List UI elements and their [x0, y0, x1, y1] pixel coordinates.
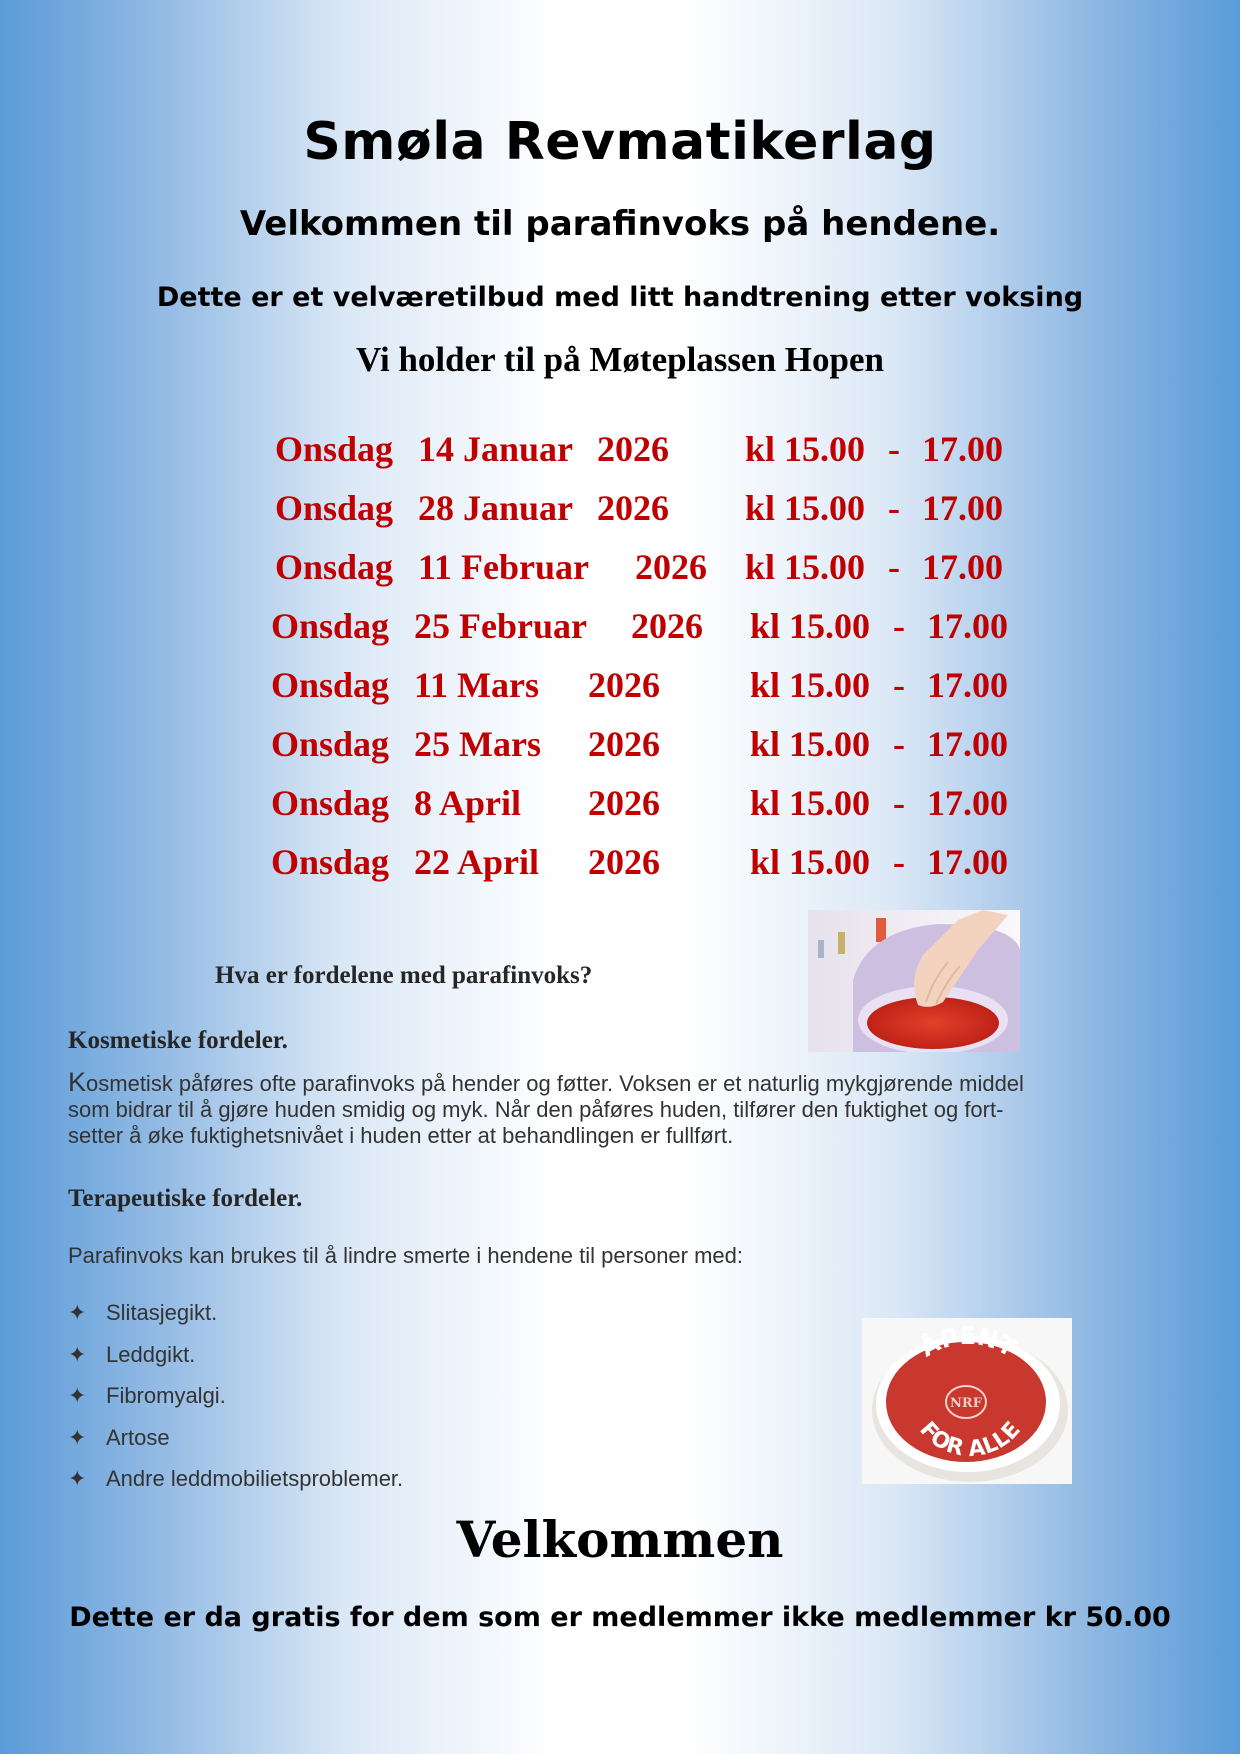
list-item: [68, 1342, 403, 1384]
cosmetic-benefits-text: [68, 1069, 1173, 1149]
schedule-year: 2026: [631, 606, 703, 646]
schedule-day: Onsdag: [271, 842, 390, 882]
schedule-time-from: kl 15.00: [750, 783, 871, 823]
schedule-date: 22 April: [414, 842, 540, 882]
schedule-time-to: 17.00: [927, 724, 1008, 764]
schedule-time-from: kl 15.00: [750, 724, 871, 764]
four-point-star-icon: ✦: [68, 1341, 87, 1367]
list-item-label: Slitasjegikt.: [106, 1300, 218, 1325]
schedule-year: 2026: [635, 547, 707, 587]
schedule-time-from: kl 15.00: [745, 488, 866, 528]
schedule-day: Onsdag: [271, 783, 390, 823]
tagline: Dette er et velværetilbud med litt handtrening etter voksing: [156, 282, 1084, 313]
schedule-time-from: kl 15.00: [750, 842, 871, 882]
schedule-separator: -: [893, 724, 905, 764]
schedule-time-from: kl 15.00: [745, 429, 866, 469]
dropcap-letter: K: [68, 1067, 87, 1097]
paraffin-wax-photo: [808, 910, 1020, 1052]
four-point-star-icon: ✦: [68, 1300, 87, 1325]
list-item: [68, 1425, 403, 1467]
therapeutic-intro-text: Parafinvoks kan brukes til å lindre smerte i hendene til personer med:: [68, 1243, 744, 1268]
four-point-star-icon: ✦: [68, 1383, 87, 1408]
badge-text-top: ÅPENT: [915, 1321, 1021, 1363]
four-point-star-icon: ✦: [68, 1466, 87, 1491]
schedule-row: [0, 841, 1240, 893]
schedule-time-from: kl 15.00: [750, 665, 871, 705]
schedule-separator: -: [888, 547, 900, 587]
schedule-time-to: 17.00: [922, 429, 1003, 469]
open-for-all-badge: [862, 1318, 1072, 1484]
schedule-separator: -: [893, 783, 905, 823]
schedule-date: 8 April: [414, 783, 522, 823]
schedule-date: 25 Februar: [414, 606, 587, 646]
subtitle: Velkommen til parafinvoks på hendene.: [239, 204, 1001, 244]
cosmetic-benefits-heading: Kosmetiske fordeler.: [68, 1027, 288, 1054]
schedule-time-to: 17.00: [927, 842, 1008, 882]
schedule-time-to: 17.00: [922, 547, 1003, 587]
list-item: [68, 1300, 403, 1342]
schedule-separator: -: [893, 606, 905, 646]
schedule-time-to: 17.00: [927, 665, 1008, 705]
therapeutic-benefits-heading: Terapeutiske fordeler.: [68, 1185, 303, 1212]
schedule-separator: -: [893, 842, 905, 882]
list-item-label: Leddgikt.: [106, 1341, 196, 1367]
schedule-date: 25 Mars: [414, 724, 541, 764]
cosmetic-line-2: som bidrar til å gjøre huden smidig og myk. Når den påføres huden, tilfører den fuktighet og fort-: [68, 1097, 1004, 1122]
schedule-day: Onsdag: [275, 547, 394, 587]
schedule-date: 28 Januar: [418, 488, 574, 528]
schedule-time-to: 17.00: [927, 783, 1008, 823]
price-note: Dette er da gratis for dem som er medlemmer ikke medlemmer kr 50.00: [69, 1602, 1171, 1633]
schedule-date: 14 Januar: [418, 429, 574, 469]
cosmetic-line-1: osmetisk påføres ofte parafinvoks på hender og føtter. Voksen er et naturlig mykgjørende middel: [86, 1071, 1024, 1096]
list-item-label: Fibromyalgi.: [106, 1383, 226, 1408]
page-title: Smøla Revmatikerlag: [303, 112, 937, 172]
schedule-year: 2026: [588, 724, 660, 764]
schedule-time-to: 17.00: [927, 606, 1008, 646]
welcome-heading: Velkommen: [456, 1510, 784, 1569]
schedule-row: [0, 723, 1240, 775]
badge-text-bottom: FOR ALLE: [914, 1417, 1026, 1463]
schedule-row: [0, 605, 1240, 657]
location-line: Vi holder til på Møteplassen Hopen: [356, 340, 884, 379]
schedule-time-to: 17.00: [922, 488, 1003, 528]
schedule-time-from: kl 15.00: [745, 547, 866, 587]
schedule-row: [0, 664, 1240, 716]
schedule-year: 2026: [588, 783, 660, 823]
schedule-separator: -: [888, 429, 900, 469]
schedule-day: Onsdag: [271, 665, 390, 705]
schedule-year: 2026: [597, 429, 669, 469]
schedule-year: 2026: [588, 665, 660, 705]
schedule-year: 2026: [588, 842, 660, 882]
badge-logo: NRF: [950, 1396, 982, 1411]
schedule-row: [0, 782, 1240, 834]
schedule-day: Onsdag: [271, 606, 390, 646]
schedule-time-from: kl 15.00: [750, 606, 871, 646]
list-item-label: Artose: [106, 1424, 170, 1450]
list-item: [68, 1466, 403, 1508]
schedule-row: [0, 546, 1240, 598]
four-point-star-icon: ✦: [68, 1424, 87, 1450]
schedule-year: 2026: [597, 488, 669, 528]
conditions-list: [68, 1300, 403, 1508]
schedule-separator: -: [888, 488, 900, 528]
list-item-label: Andre leddmobilietsproblemer.: [106, 1466, 404, 1491]
benefits-question: Hva er fordelene med parafinvoks?: [215, 962, 593, 989]
list-item: [68, 1383, 403, 1425]
schedule-separator: -: [893, 665, 905, 705]
schedule-date: 11 Mars: [414, 665, 539, 705]
cosmetic-line-3: setter å øke fuktighetsnivået i huden etter at behandlingen er fullført.: [68, 1123, 734, 1148]
schedule-day: Onsdag: [275, 429, 394, 469]
schedule-day: Onsdag: [275, 488, 394, 528]
schedule-row: [0, 487, 1240, 539]
schedule-day: Onsdag: [271, 724, 390, 764]
schedule-date: 11 Februar: [418, 547, 589, 587]
schedule-row: [0, 428, 1240, 480]
